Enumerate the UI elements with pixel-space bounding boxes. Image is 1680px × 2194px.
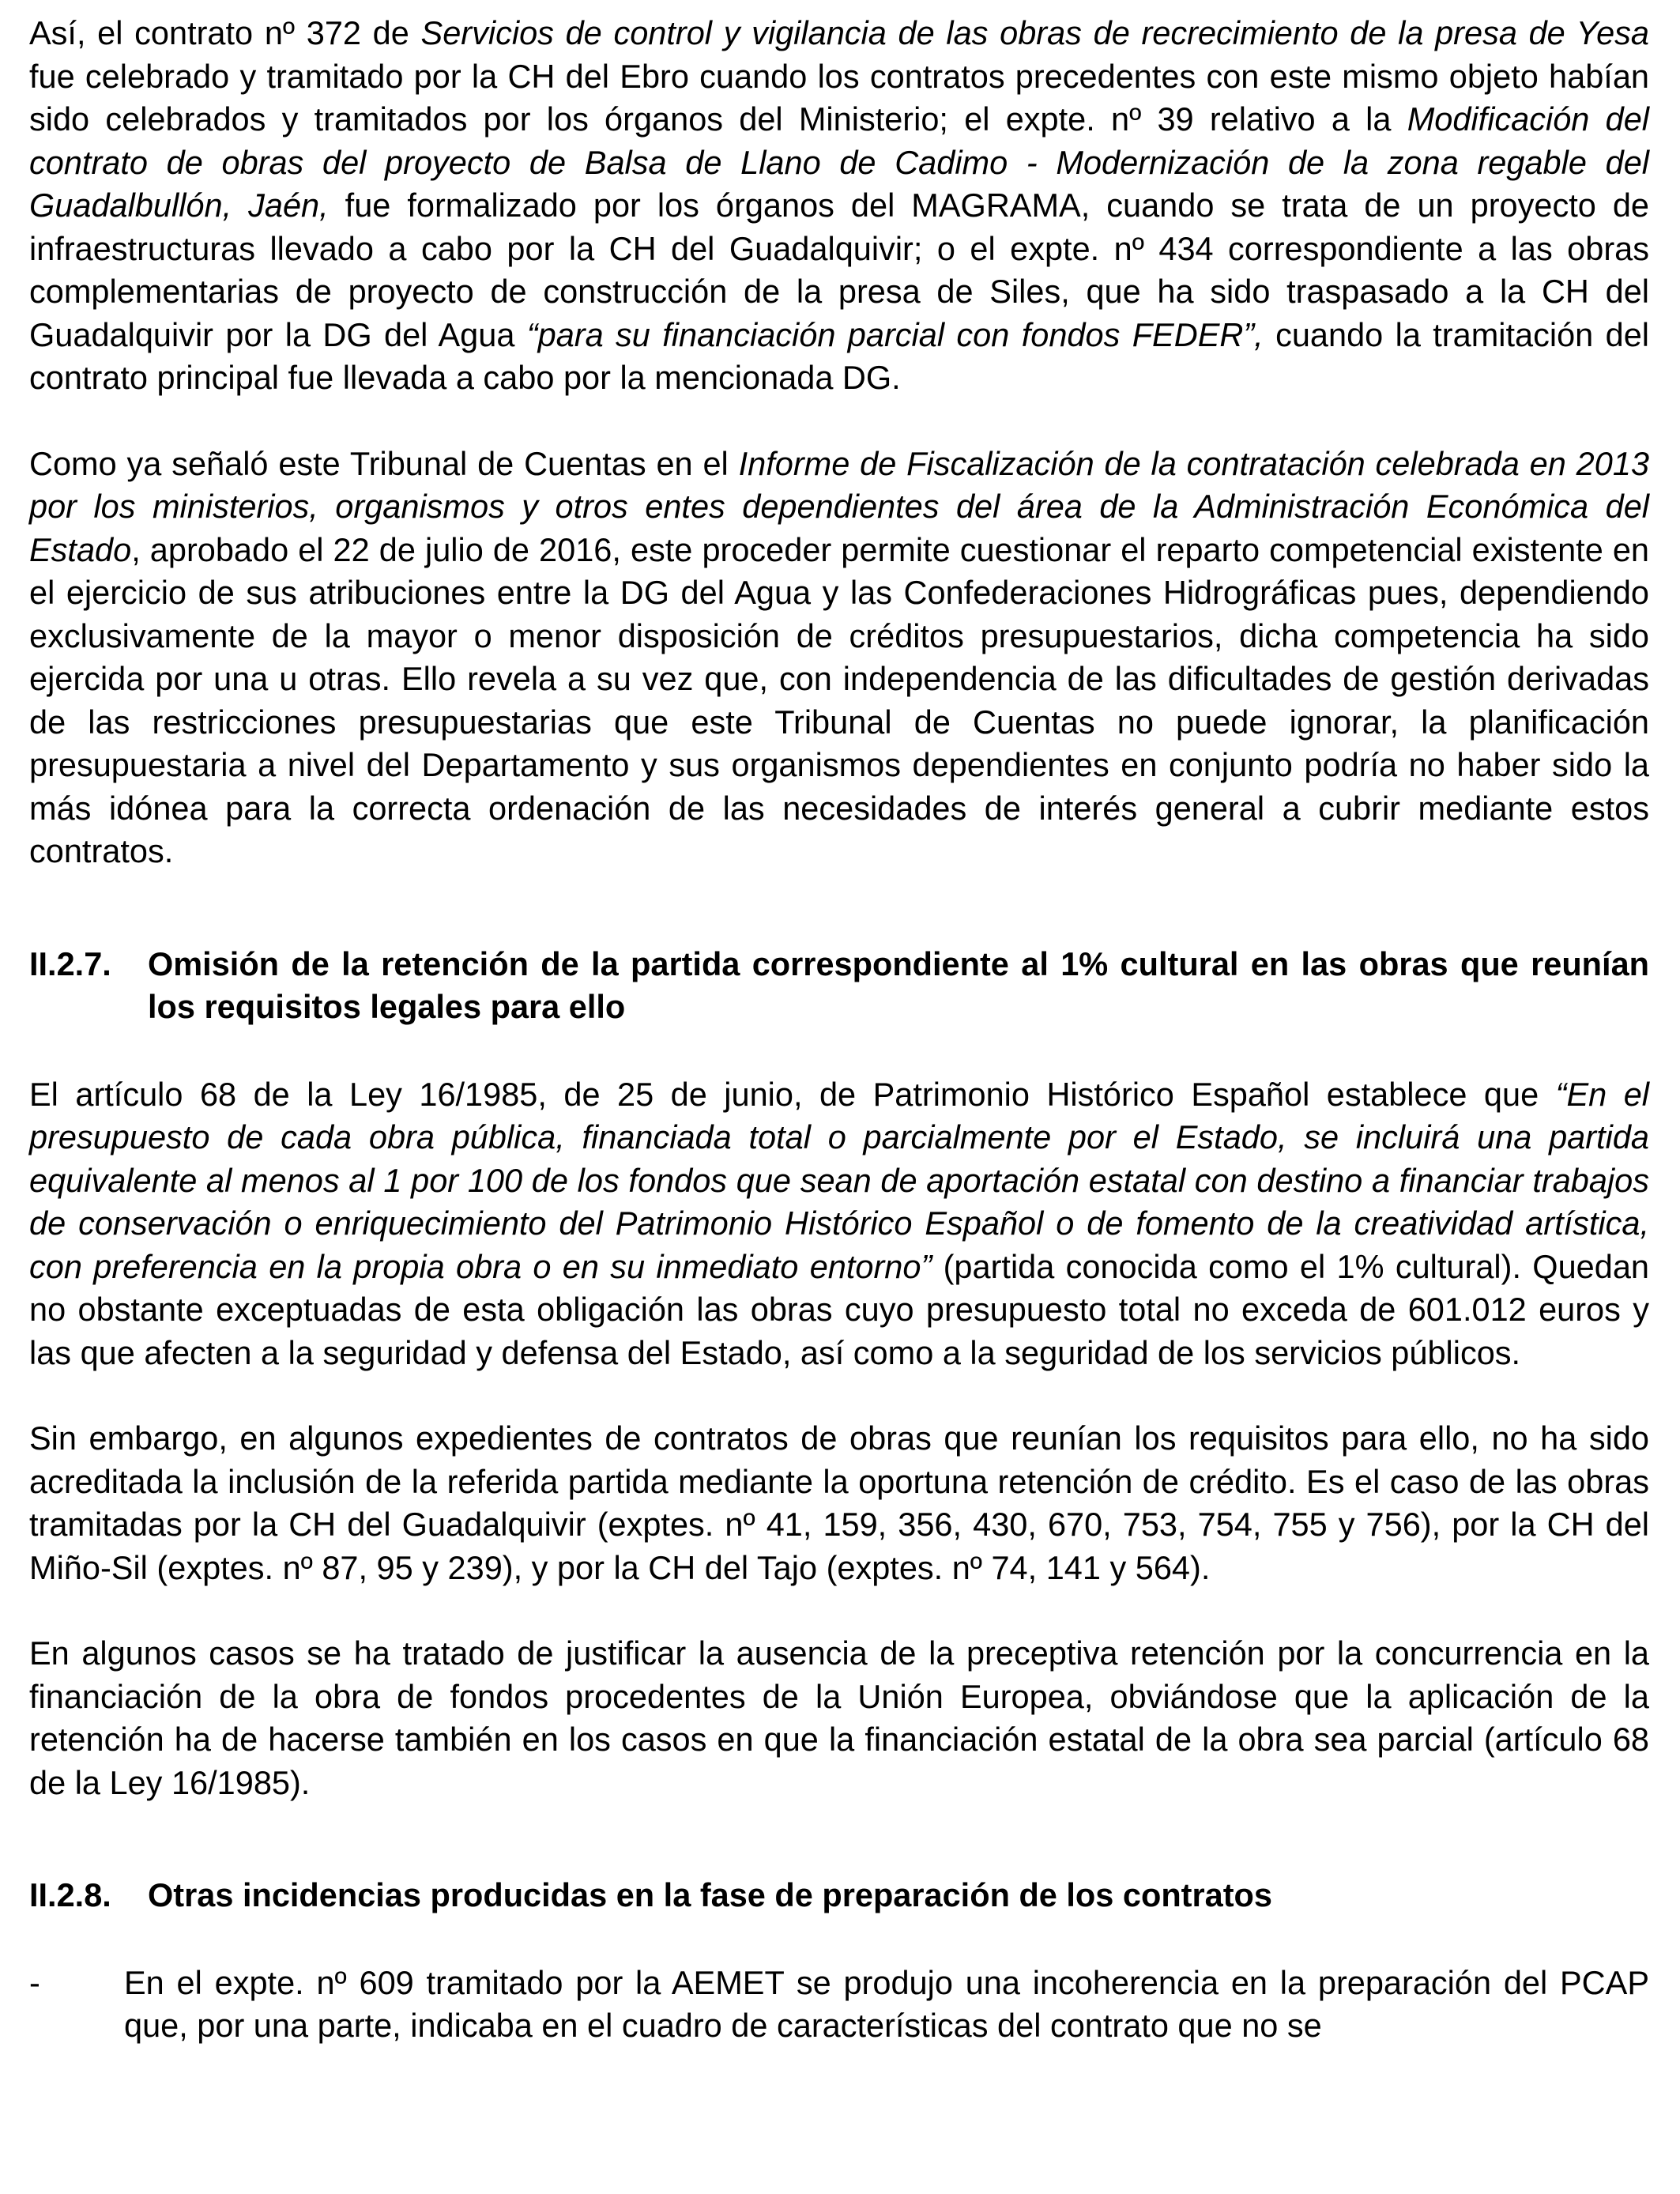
list-dash: -: [29, 1963, 40, 2001]
italic-text: Informe de Fiscalización de la contratación celebrada en 2013 por los ministerios, organismos y otros entes dependientes del área de la Administración Económica del Estado: [29, 444, 1649, 568]
italic-text: Modificación del contrato de obras del proyecto de Balsa de Llano de Cadimo - Modernización de la zona regable del Guadalbullón, Jaén,: [29, 100, 1649, 224]
paragraph: [29, 1632, 1649, 1804]
italic-text: “para su financiación parcial con fondos FEDER”,: [526, 315, 1264, 353]
text-run: Sin embargo, en algunos expedientes de contratos de obras que reunían los requisitos para ello, no ha sido acreditada la inclusión de la referida partida mediante la oportuna retención de crédito. Es el caso de las obras tramitadas por la CH del Guadalquivir (exptes. nº 41, 159, 356, 430, 670, 753, 754, 755 y 756), por la CH del Miño-Sil (exptes. nº 87, 95 y 239), y por la CH del Tajo (exptes. nº 74, 141 y 564).: [29, 1419, 1649, 1586]
section-title: Omisión de la retención de la partida correspondiente al 1% cultural en las obras que reunían los requisitos legales para ello: [148, 944, 1649, 1025]
paragraph: [29, 1073, 1649, 1375]
paragraph: [29, 443, 1649, 873]
section-heading-2-2-7: [29, 943, 1649, 1029]
text-run: (partida conocida como el 1% cultural). Quedan no obstante exceptuadas de esta obligación las obras cuyo presupuesto total no exceda de 601.012 euros y las que afecten a la seguridad y defensa del Estado, así como a la seguridad de los servicios públicos.: [29, 1247, 1649, 1371]
text-run: fue celebrado y tramitado por la CH del Ebro cuando los contratos precedentes con este mismo objeto habían sido celebrados y tramitados por los órganos del Ministerio; el expte. nº 39 relativo a la: [29, 57, 1649, 138]
text-run: cuando la tramitación del contrato principal fue llevada a cabo por la mencionada DG.: [29, 315, 1649, 396]
section-title: Otras incidencias producidas en la fase de preparación de los contratos: [148, 1876, 1272, 1913]
text-run: Como ya señaló este Tribunal de Cuentas en el: [29, 444, 739, 482]
list-item: [29, 1962, 1649, 2048]
text-run: En algunos casos se ha tratado de justificar la ausencia de la preceptiva retención por la concurrencia en la financiación de la obra de fondos procedentes de la Unión Europea, obviándose que la aplicación de la retención ha de hacerse también en los casos en que la financiación estatal de la obra sea parcial (artículo 68 de la Ley 16/1985).: [29, 1634, 1649, 1801]
section-number: II.2.8.: [29, 1876, 111, 1913]
text-run: Así, el contrato nº 372 de: [29, 14, 421, 51]
text-run: , aprobado el 22 de julio de 2016, este proceder permite cuestionar el reparto competencial existente en el ejercicio de sus atribuciones entre la DG del Agua y las Confederaciones Hidrográficas pues, dependiendo exclusivamente de la mayor o menor disposición de créditos presupuestarios, dicha competencia ha sido ejercida por una u otras. Ello revela a su vez que, con independencia de las dificultades de gestión derivadas de las restricciones presupuestarias que este Tribunal de Cuentas no puede ignorar, la planificación presupuestaria a nivel del Departamento y sus organismos dependientes en conjunto podría no haber sido la más idónea para la correcta ordenación de las necesidades de interés general a cubrir mediante estos contratos.: [29, 530, 1649, 869]
list-item-text: En el expte. nº 609 tramitado por la AEMET se produjo una incoherencia en la preparación del PCAP que, por una parte, indicaba en el cuadro de características del contrato que no se: [124, 1963, 1649, 2044]
italic-text: “En el presupuesto de cada obra pública, financiada total o parcialmente por el Estado, se incluirá una partida equivalente al menos al 1 por 100 de los fondos que sean de aportación estatal con destino a financiar trabajos de conservación o enriquecimiento del Patrimonio Histórico Español o de fomento de la creatividad artística, con preferencia en la propia obra o en su inmediato entorno”: [29, 1075, 1649, 1285]
section-number: II.2.7.: [29, 944, 111, 982]
text-run: El artículo 68 de la Ley 16/1985, de 25 de junio, de Patrimonio Histórico Español establece que: [29, 1075, 1556, 1113]
section-heading-2-2-8: [29, 1874, 1649, 1917]
italic-text: Servicios de control y vigilancia de las obras de recrecimiento de la presa de Yesa: [420, 14, 1650, 51]
document-page: [29, 12, 1649, 2048]
text-run: fue formalizado por los órganos del MAGRAMA, cuando se trata de un proyecto de infraestructuras llevado a cabo por la CH del Guadalquivir; o el expte. nº 434 correspondiente a las obras complementarias de proyecto de construcción de la presa de Siles, que ha sido traspasado a la CH del Guadalquivir por la DG del Agua: [29, 187, 1649, 353]
paragraph: [29, 1417, 1649, 1589]
paragraph: [29, 12, 1649, 400]
